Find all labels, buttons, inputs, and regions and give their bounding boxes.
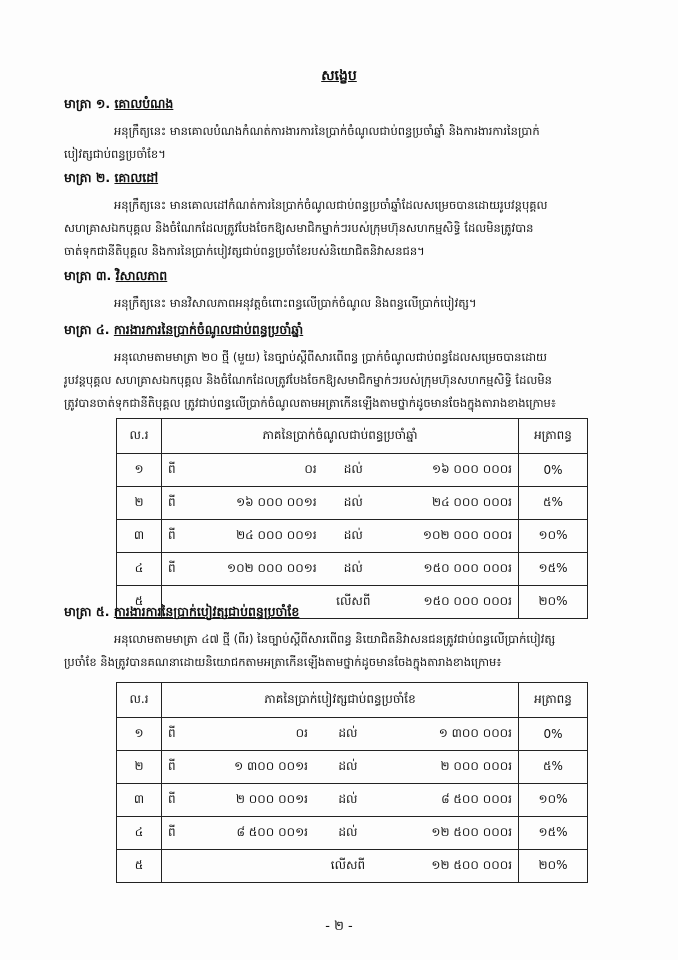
cell-no: ៤: [117, 553, 162, 586]
cell-no: ៣: [117, 520, 162, 553]
article-5-label: មាត្រា ៥.: [64, 604, 110, 619]
article-2-body: [64, 194, 620, 263]
cell-rate: ១៥%: [519, 553, 588, 586]
cell-to: ដល់: [314, 817, 382, 850]
header-rate: អត្រាពន្ធ: [519, 419, 588, 454]
cell-rate: ១៥%: [519, 817, 588, 850]
article-1-line-1: អនុក្រឹត្យនេះ មានគោលបំណងកំណត់ការងារការនៃប្រាក់ចំណូលជាប់ពន្ធប្រចាំឆ្នាំ និងការងារការនៃប្រាក់: [114, 124, 540, 138]
article-5-heading: [64, 604, 299, 623]
cell-from: ពី: [162, 784, 189, 817]
cell-to: ដល់: [314, 718, 382, 751]
cell-lower: ៨ ៥០០ ០០១រ: [188, 817, 314, 850]
cell-no: ៣: [117, 784, 162, 817]
cell-from: ពី: [162, 751, 189, 784]
article-1-heading: [64, 96, 173, 115]
cell-no: ២: [117, 487, 162, 520]
cell-lower: ០រ: [188, 454, 323, 487]
cell-no: ៥: [117, 586, 162, 619]
cell-lower: ១៦ ០០០ ០០១រ: [188, 487, 323, 520]
cell-to: ដល់: [323, 454, 384, 487]
article-4-title: ការងារការនៃប្រាក់ចំណូលជាប់ពន្ធប្រចាំឆ្នាំ: [113, 322, 304, 337]
cell-rate: ១០%: [519, 784, 588, 817]
article-4-line-1: អនុលោមតាមមាត្រា ២០ ថ្មី (មួយ) នៃច្បាប់ស្តីពីសារពើពន្ធ ប្រាក់ចំណូលជាប់ពន្ធដែលសម្រេចបានដោយ: [114, 350, 548, 364]
cell-from: ពី: [162, 454, 189, 487]
header-range: ភាគនៃប្រាក់បៀវត្សជាប់ពន្ធប្រចាំខែ: [162, 683, 519, 718]
table-header-row: [117, 683, 588, 718]
article-2-label: មាត្រា ២.: [64, 170, 111, 185]
article-3-body: [64, 292, 620, 315]
cell-no: ៥: [117, 850, 162, 883]
table-row: [117, 454, 588, 487]
article-3-label: មាត្រា ៣.: [64, 268, 112, 283]
cell-to: ដល់: [323, 487, 384, 520]
table-row: [117, 850, 588, 883]
table-row: [117, 817, 588, 850]
table-row: [117, 520, 588, 553]
document-title: សង្ខេប: [321, 68, 357, 84]
cell-upper: ១២ ៥០០ ០០០រ: [382, 850, 519, 883]
cell-to: លើសពី: [314, 850, 382, 883]
cell-upper: ១៥០ ០០០ ០០០រ: [384, 586, 519, 619]
cell-upper: ១០២ ០០០ ០០០រ: [384, 520, 519, 553]
article-4-line-2: រូបវន្តបុគ្គល សហគ្រាសឯកបុគ្គល និងចំណែកដែលត្រូវបែងចែកឱ្យសមាជិកម្នាក់ៗរបស់ក្រុមហ៊ុនសហកម្មសិទ្ធិ ដែលមិន: [64, 373, 552, 387]
article-4-line-3: ត្រូវបានចាត់ទុកជានីតិបុគ្គល ត្រូវជាប់ពន្ធលើប្រាក់ចំណូលតាមអត្រាកើនឡើងតាមថ្នាក់ដូចមានចែងក្នុងតារាងខាងក្រោម៖: [64, 396, 556, 410]
article-3-line-1: អនុក្រឹត្យនេះ មានវិសាលភាពអនុវត្តចំពោះពន្ធលើប្រាក់ចំណូល និងពន្ធលើប្រាក់បៀវត្ស។: [114, 296, 477, 310]
header-no: ល.រ: [117, 419, 162, 454]
cell-rate: ១០%: [519, 520, 588, 553]
article-4-heading: [64, 322, 303, 341]
cell-from: ពី: [162, 553, 189, 586]
cell-to: លើសពី: [323, 586, 384, 619]
article-1-label: មាត្រា ១.: [64, 96, 111, 111]
article-3-heading: [64, 268, 167, 287]
cell-lower: ១ ៣០០ ០០១រ: [188, 751, 314, 784]
article-5-line-1: អនុលោមតាមមាត្រា ៤៧ ថ្មី (ពីរ) នៃច្បាប់ស្តីពីសារពើពន្ធ និយោជិតនិវាសនជនត្រូវជាប់ពន្ធលើប្រាក់បៀវត្ស: [114, 632, 556, 646]
cell-from: ពី: [162, 520, 189, 553]
article-2-title: គោលដៅ: [114, 170, 159, 185]
cell-rate: ៥%: [519, 751, 588, 784]
header-no: ល.រ: [117, 683, 162, 718]
cell-lower: ២ ០០០ ០០១រ: [188, 784, 314, 817]
table-row: [117, 751, 588, 784]
article-1-body: [64, 120, 620, 166]
cell-lower: ១០២ ០០០ ០០១រ: [188, 553, 323, 586]
article-5-body: [64, 628, 620, 674]
cell-to: ដល់: [323, 553, 384, 586]
cell-upper: ១២ ៥០០ ០០០រ: [382, 817, 519, 850]
cell-upper: ១៥០ ០០០ ០០០រ: [384, 553, 519, 586]
header-rate: អត្រាពន្ធ: [519, 683, 588, 718]
cell-lower: ២៤ ០០០ ០០១រ: [188, 520, 323, 553]
cell-rate: ២០%: [519, 586, 588, 619]
cell-to: ដល់: [323, 520, 384, 553]
cell-no: ១: [117, 454, 162, 487]
cell-from: [162, 850, 189, 883]
article-4-label: មាត្រា ៤.: [64, 322, 110, 337]
cell-lower: ០រ: [188, 718, 314, 751]
cell-rate: ២០%: [519, 850, 588, 883]
cell-from: ពី: [162, 817, 189, 850]
monthly-tax-table: [116, 682, 588, 883]
table-header-row: [117, 419, 588, 454]
article-4-body: [64, 346, 620, 415]
table-row: [117, 553, 588, 586]
cell-upper: ១៦ ០០០ ០០០រ: [384, 454, 519, 487]
annual-tax-table: [113, 418, 588, 619]
cell-no: ៤: [117, 817, 162, 850]
cell-upper: ២ ០០០ ០០០រ: [382, 751, 519, 784]
page-number: - ២ -: [325, 919, 353, 934]
cell-upper: ២៤ ០០០ ០០០រ: [384, 487, 519, 520]
article-2-line-1: អនុក្រឹត្យនេះ មានគោលដៅកំណត់ការនៃប្រាក់ចំណូលជាប់ពន្ធប្រចាំឆ្នាំដែលសម្រេចបានដោយរូបវន្តបុគ្គល: [114, 198, 548, 212]
article-1-title: គោលបំណង: [114, 96, 174, 111]
cell-upper: ៨ ៥០០ ០០០រ: [382, 784, 519, 817]
cell-lower: [188, 850, 314, 883]
table-row: [117, 487, 588, 520]
table-row: [117, 718, 588, 751]
cell-to: ដល់: [314, 751, 382, 784]
article-5-line-2: ប្រចាំខែ និងត្រូវបានគណនាដោយនិយោជកតាមអត្រាកើនឡើងតាមថ្នាក់ដូចមានចែងក្នុងតារាងខាងក្រោម៖: [64, 655, 502, 669]
article-2-line-2: សហគ្រាសឯកបុគ្គល និងចំណែកដែលត្រូវបែងចែកឱ្យសមាជិកម្នាក់ៗរបស់ក្រុមហ៊ុនសហកម្មសិទ្ធិ ដែលមិនត្រូវបាន: [64, 221, 534, 235]
cell-from: ពី: [162, 487, 189, 520]
cell-rate: 0%: [519, 718, 588, 751]
cell-upper: ១ ៣០០ ០០០រ: [382, 718, 519, 751]
cell-no: ១: [117, 718, 162, 751]
article-3-title: វិសាលភាព: [115, 268, 168, 283]
article-2-heading: [64, 170, 158, 189]
article-1-line-2: បៀវត្សជាប់ពន្ធប្រចាំខែ។: [64, 147, 166, 161]
table-row: [117, 784, 588, 817]
article-5-title: ការងារការនៃប្រាក់បៀវត្សជាប់ពន្ធប្រចាំខែ: [113, 604, 300, 619]
cell-to: ដល់: [314, 784, 382, 817]
article-2-line-3: ចាត់ទុកជានីតិបុគ្គល និងការនៃប្រាក់បៀវត្សជាប់ពន្ធប្រចាំខែរបស់និយោជិតនិវាសនជន។: [64, 244, 425, 258]
header-range: ភាគនៃប្រាក់ចំណូលជាប់ពន្ធប្រចាំឆ្នាំ: [162, 419, 519, 454]
cell-rate: ៥%: [519, 487, 588, 520]
cell-from: ពី: [162, 718, 189, 751]
cell-rate: 0%: [519, 454, 588, 487]
cell-no: ២: [117, 751, 162, 784]
